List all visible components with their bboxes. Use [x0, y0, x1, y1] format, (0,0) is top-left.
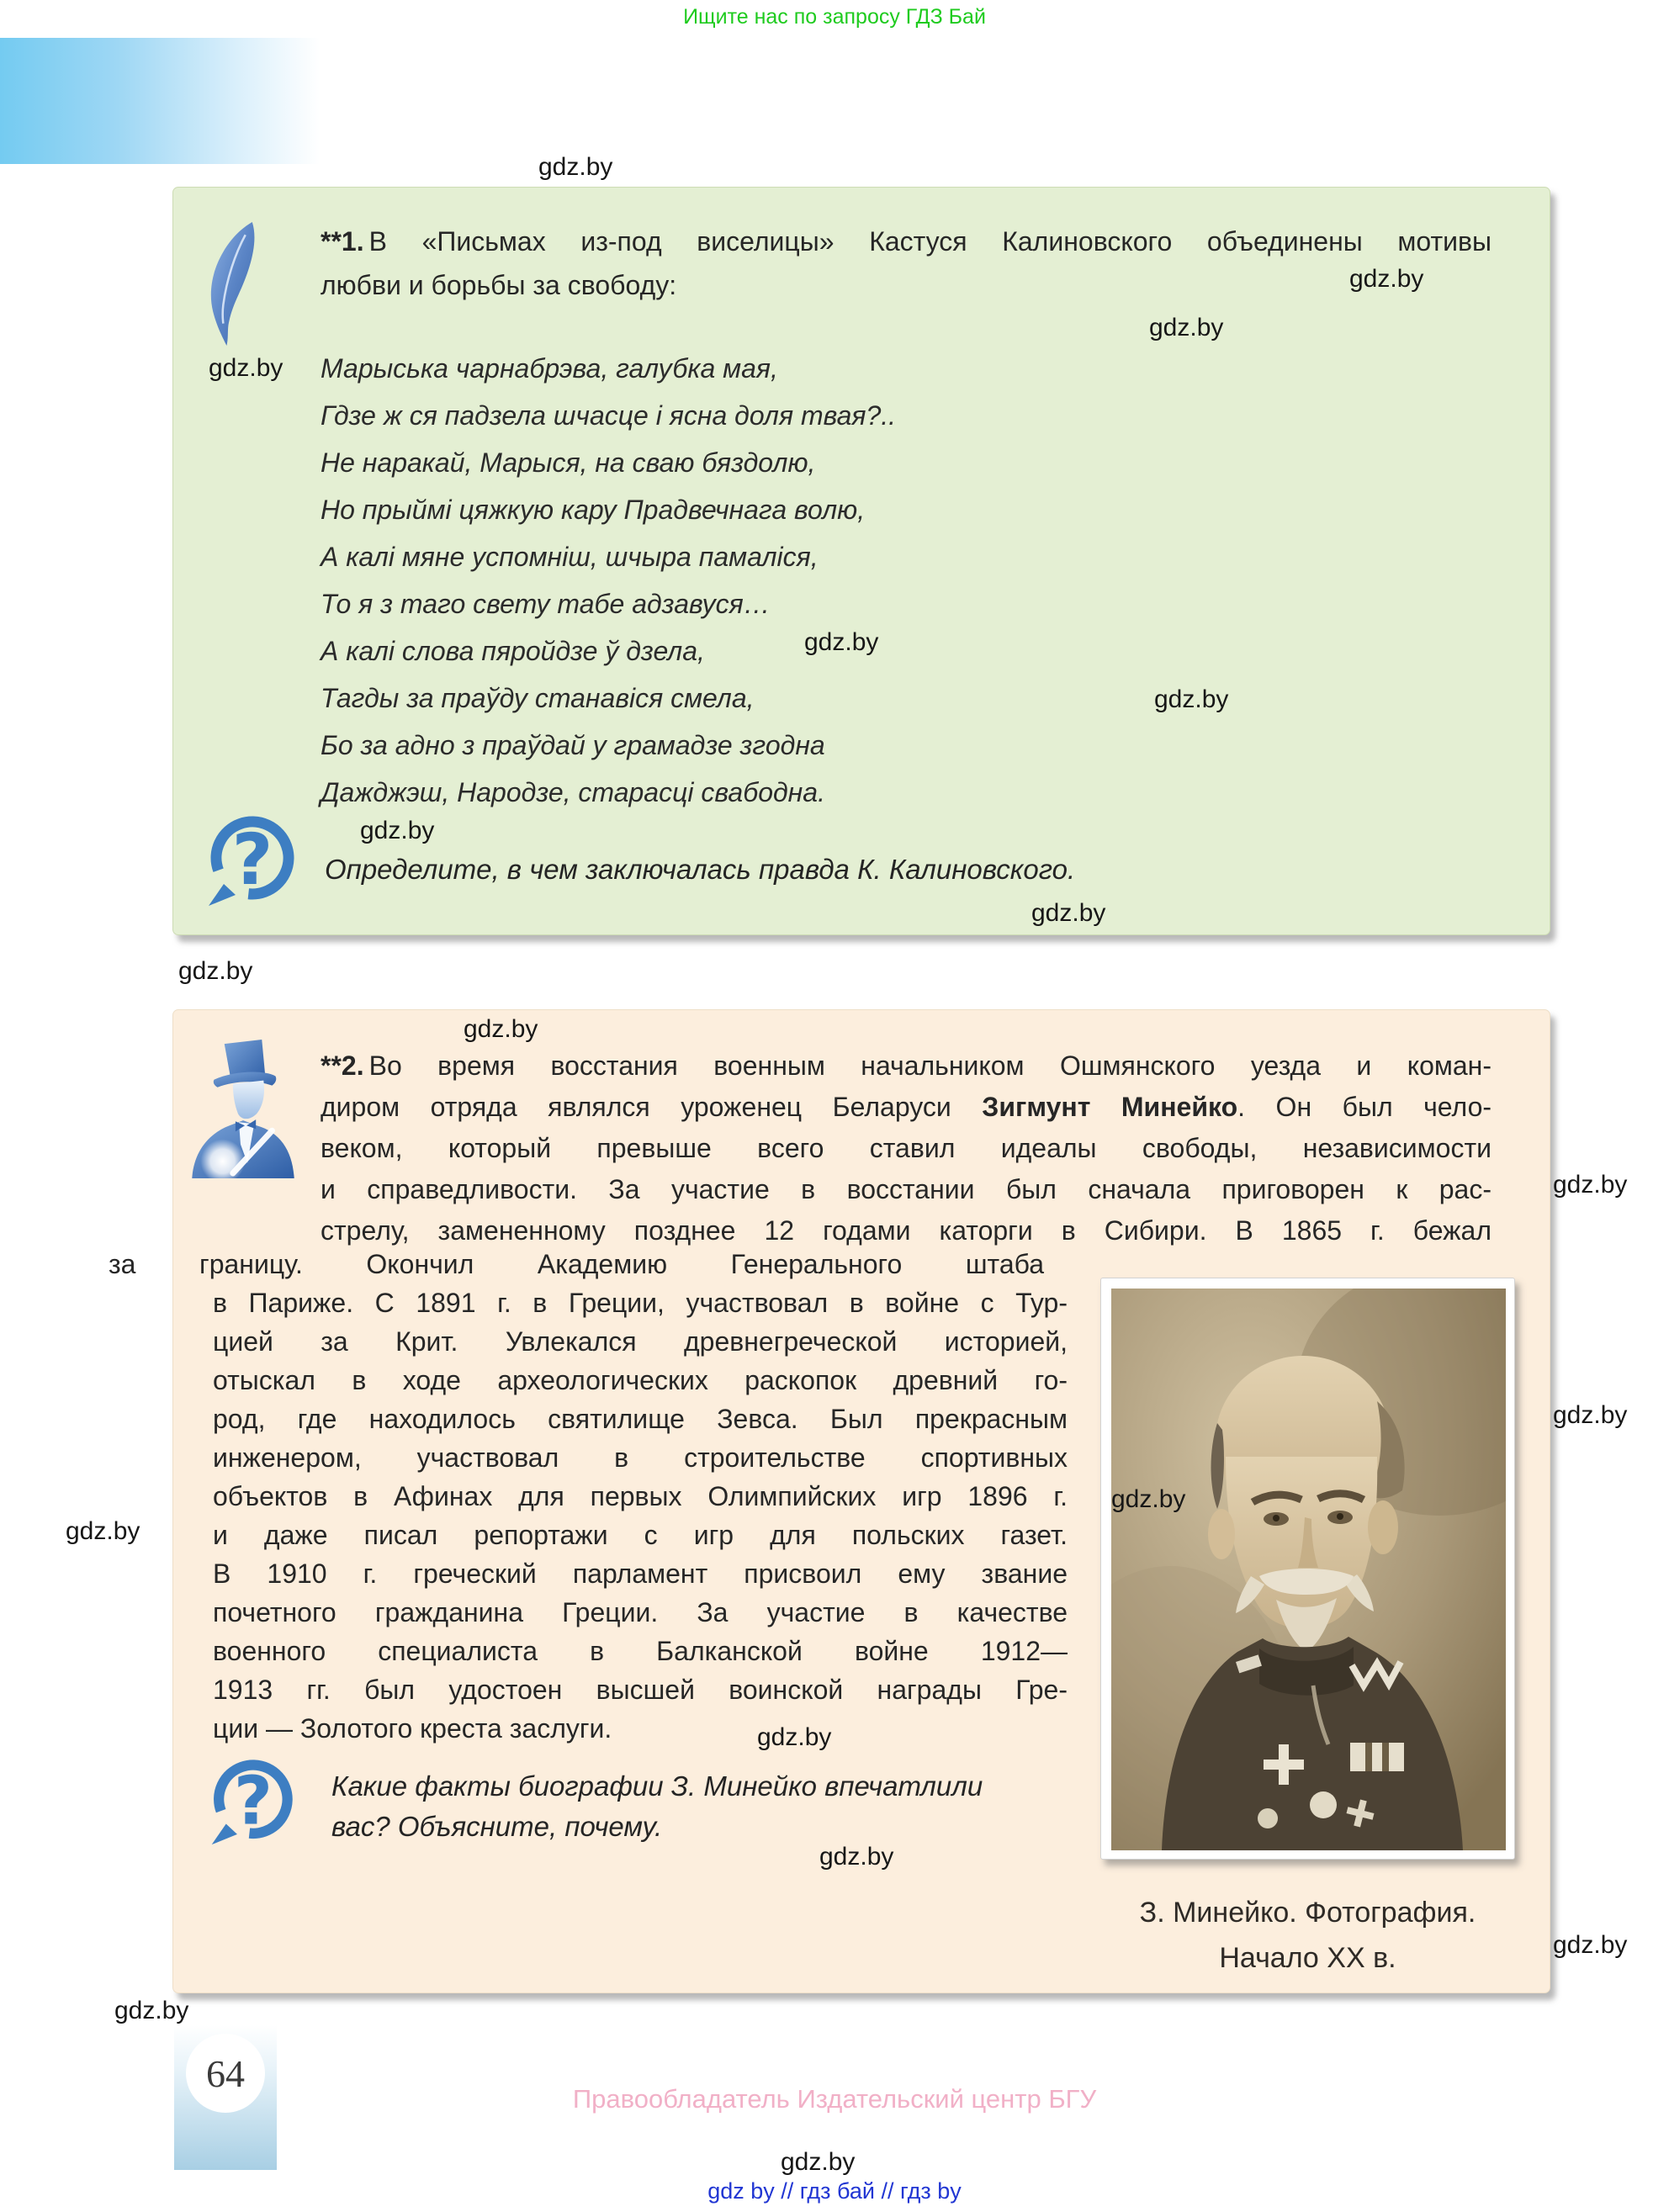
watermark-gdz: gdz.by	[1553, 1931, 1628, 1959]
watermark-gdz: gdz.by	[804, 628, 879, 656]
watermark-gdz: gdz.by	[360, 817, 435, 844]
task2-marker: **2.	[321, 1050, 364, 1081]
task2-line: и справедливости. За участие в восстании был сначала приговорен к рас-	[321, 1174, 1492, 1204]
watermark-gdz: gdz.by	[1553, 1171, 1628, 1199]
task2-col-line: отыскал в ходе археологических раскопок древний го-	[213, 1365, 1068, 1395]
copyright-line: Правообладатель Издательский центр БГУ	[572, 2084, 1097, 2114]
task2-line: **2. Во время восстания военным начальником Ошмянского уезда и коман-	[321, 1050, 1492, 1081]
watermark-gdz: gdz.by	[757, 1723, 832, 1751]
watermark-gdz: gdz.by	[538, 153, 613, 181]
watermark-gdz: gdz.by	[178, 957, 253, 985]
watermark-gdz: gdz.by	[1349, 265, 1424, 293]
watermark-gdz: gdz.by	[1111, 1485, 1186, 1513]
person-name-bold: Зигмунт Минейко	[982, 1092, 1238, 1122]
task2-col-line: В 1910 г. греческий парламент присвоил ему звание	[213, 1558, 1068, 1589]
task2-question-line1: Какие факты биографии З. Минейко впечатлили	[331, 1770, 983, 1802]
task1-marker: **1.	[321, 226, 364, 257]
photo-caption	[1100, 1890, 1515, 1981]
poem-line: Гдзе ж ся падзела шчасце і ясна доля твая?..	[321, 400, 897, 431]
task2-col-line: ции — Золотого креста заслуги.	[213, 1713, 612, 1744]
gentleman-icon	[188, 1037, 298, 1178]
question-mark-icon	[204, 812, 298, 911]
task2-col-line: род, где находилось святилище Зевса. Был прекрасным	[213, 1404, 1068, 1434]
quill-feather-icon	[192, 220, 272, 347]
watermark-gdz: gdz.by	[464, 1015, 538, 1043]
decorative-blue-bar	[0, 38, 336, 164]
task2-col-line: инженером, участвовал в строительстве спортивных	[213, 1442, 1068, 1473]
watermark-gdz: gdz.by	[1154, 685, 1229, 713]
watermark-gdz: gdz.by	[1031, 899, 1106, 927]
poem-line: Марыська чарнабрэва, галубка мая,	[321, 353, 778, 384]
poem-line: Бо за адно з праўдай у грамадзе згодна	[321, 730, 825, 760]
task2-line: веком, который превыше всего ставил идеалы свободы, независимости	[321, 1133, 1492, 1163]
svg-text:?: ?	[233, 1761, 273, 1840]
poem-line: Но прыймі цяжкую кару Прадвечнага волю,	[321, 495, 866, 525]
task2-col-line: военного специалиста в Балканской войне 1912—	[213, 1636, 1068, 1666]
task2-col-line: и даже писал репортажи с игр для польских газет.	[213, 1520, 1068, 1550]
portrait-photo	[1111, 1289, 1506, 1850]
task2-line: диром отряда являлся уроженец Беларуси Зигмунт Минейко. Он был чело-	[321, 1092, 1492, 1122]
photo-caption-line1: З. Минейко. Фотография.	[1139, 1897, 1476, 1929]
watermark-gdz: gdz.by	[1553, 1401, 1628, 1429]
task2-panel	[109, 1009, 1550, 1993]
task2-col-line: объектов в Афинах для первых Олимпийских игр 1896 г.	[213, 1481, 1068, 1511]
task2-col-line: в Париже. С 1891 г. в Греции, участвовал в войне с Тур-	[213, 1288, 1068, 1318]
poem-line: А калі слова пяройдзе ў дзела,	[321, 636, 705, 666]
photo-caption-line2: Начало XX в.	[1219, 1942, 1396, 1974]
poem-line: А калі мяне успомніш, шчыра памаліся,	[321, 542, 819, 572]
watermark-gdz: gdz.by	[114, 1997, 189, 2024]
promo-note: Ищите нас по запросу ГДЗ Бай	[683, 5, 986, 29]
portrait-photo-frame	[1100, 1278, 1515, 1860]
watermark-gdz: gdz.by	[1149, 314, 1224, 341]
poem-line: Тагды за праўду станавіся смела,	[321, 683, 755, 713]
watermark-gdz: gdz.by	[781, 2148, 856, 2176]
svg-text:?: ?	[231, 818, 273, 901]
task1-intro-line2: любви и борьбы за свободу:	[321, 270, 677, 300]
task2-col-line: 1913 гг. был удостоен высшей воинской награды Гре-	[213, 1675, 1068, 1705]
watermark-gdz: gdz.by	[66, 1517, 140, 1545]
task2-col-line: почетного гражданина Греции. За участие в качестве	[213, 1597, 1068, 1627]
task2-question-line2: вас? Объясните, почему.	[331, 1811, 663, 1842]
watermark-gdz: gdz.by	[819, 1843, 894, 1871]
task1-question: Определите, в чем заключалась правда К. Калиновского.	[325, 854, 1076, 885]
poem-line: То я з таго свету табе адзавуся…	[321, 589, 771, 619]
task2-line: стрелу, замененному позднее 12 годами каторги в Сибири. В 1865 г. бежал	[321, 1215, 1492, 1246]
page-number: 64	[206, 2051, 245, 2095]
footer-links[interactable]: gdz by // гдз бай // гдз by	[707, 2178, 962, 2204]
task2-col-line: за границу. Окончил Академию Генерального штаба	[109, 1249, 1044, 1279]
poem-line: Не наракай, Марыся, на сваю бяздолю,	[321, 447, 816, 478]
watermark-gdz: gdz.by	[209, 354, 283, 382]
question-mark-icon	[207, 1755, 296, 1850]
task1-panel	[172, 187, 1550, 935]
task1-intro-line1: **1. В «Письмах из-под виселицы» Кастуся Калиновского объединены мотивы	[321, 226, 1492, 257]
poem-line: Дажджэш, Народзе, старасці свабодна.	[321, 777, 825, 807]
task2-col-line: цией за Крит. Увлекался древнегреческой историей,	[213, 1326, 1068, 1357]
